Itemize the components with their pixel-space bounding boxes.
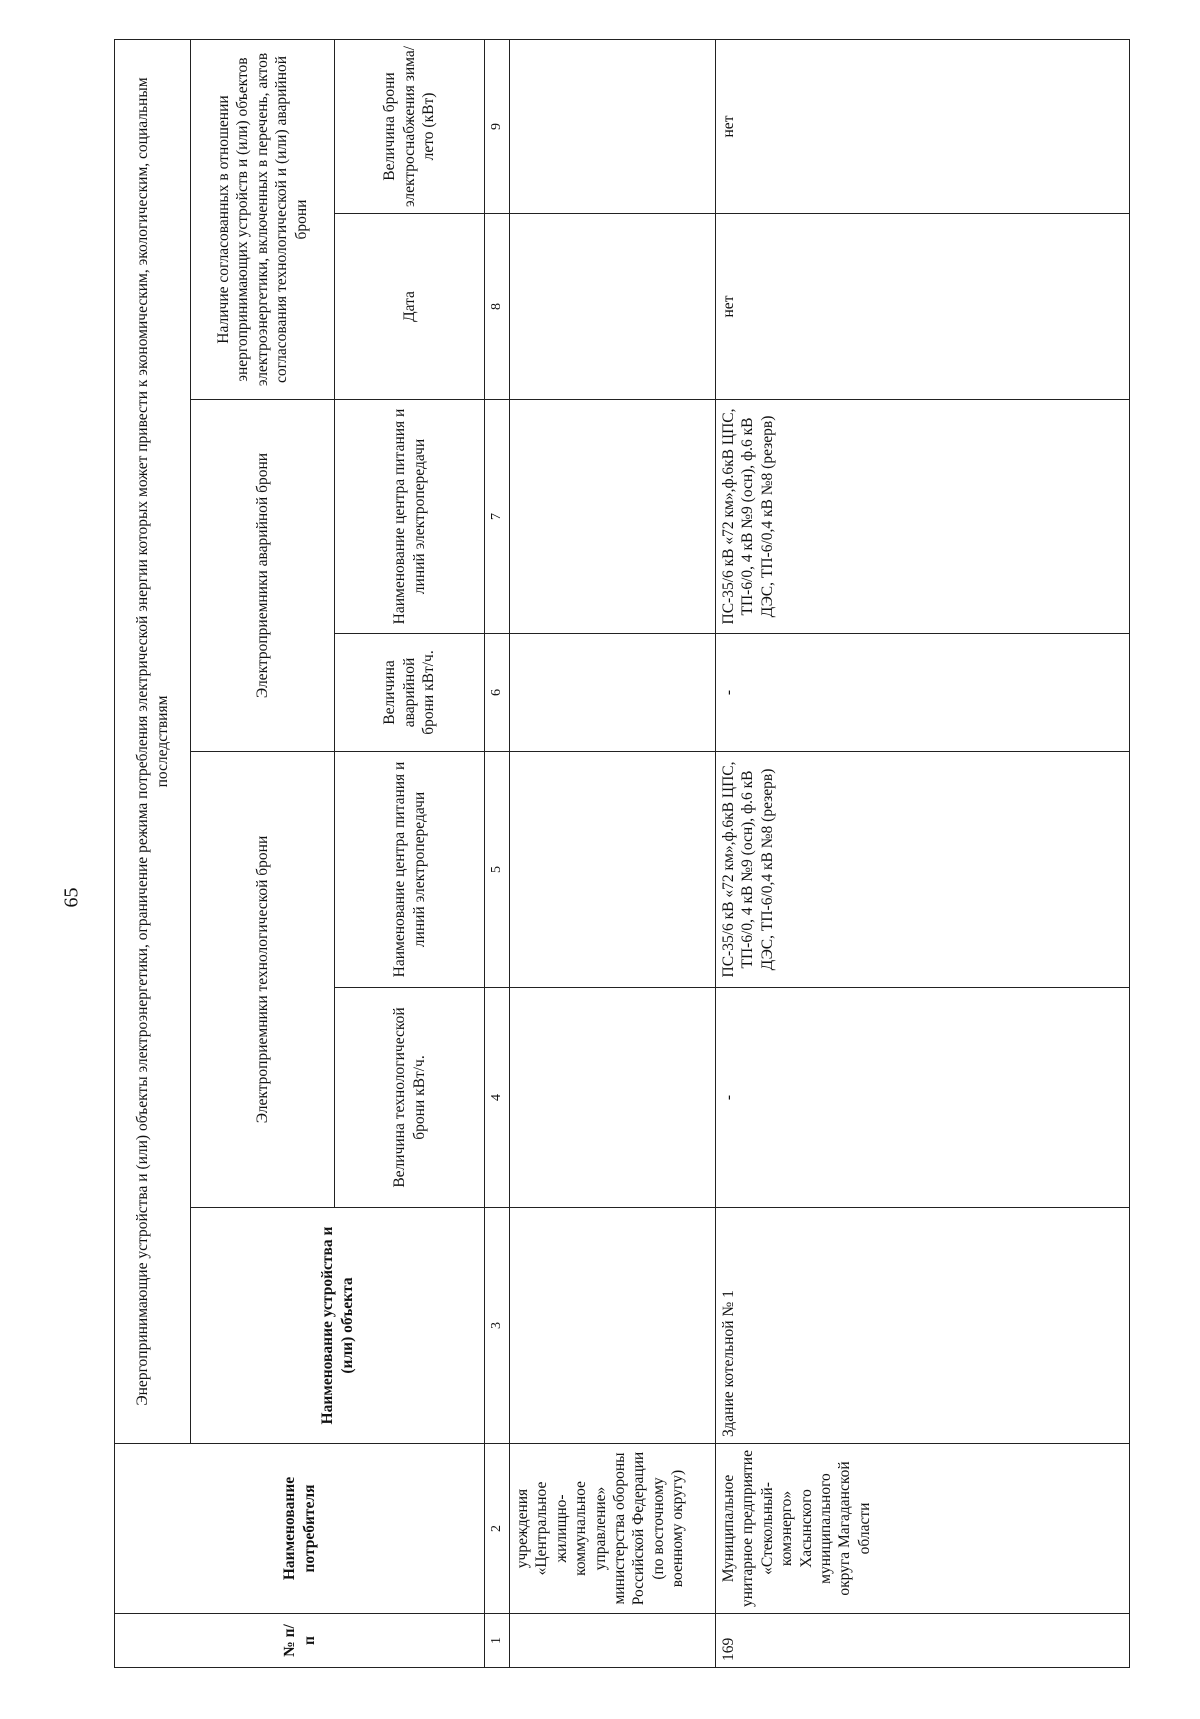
col-number: 7 — [485, 400, 510, 634]
row-date — [510, 214, 716, 400]
row-object: Здание котельной № 1 — [716, 1208, 1130, 1444]
col-number: 4 — [485, 988, 510, 1208]
row-object — [510, 1208, 716, 1444]
header-object: Наименование устройства и (или) объекта — [191, 1208, 485, 1444]
row-consumer: учреждения «Центральное жилищно-коммунальное управление» министерства обороны Российской Федерации (по восточному военному округу) — [510, 1444, 716, 1614]
row-emerg-feed: ПС-35/6 кВ «72 км»,ф.6кВ ЦПС, ТП-6/0, 4 кВ №9 (осн), ф.6 кВ ДЭС, ТП-6/0,4 кВ №8 (резерв) — [716, 400, 1130, 634]
row-number — [510, 1614, 716, 1668]
row-emerg-feed — [510, 400, 716, 634]
header-consumer: Наименование потребителя — [115, 1444, 485, 1614]
header-reserve: Величина брони электроснабжения зима/лето (кВт) — [335, 40, 485, 214]
header-date: Дата — [335, 214, 485, 400]
row-emerg-value: - — [716, 634, 1130, 752]
col-number: 8 — [485, 214, 510, 400]
row-emerg-value — [510, 634, 716, 752]
table-row — [510, 40, 716, 1668]
col-number: 9 — [485, 40, 510, 214]
row-tech-feed — [510, 752, 716, 988]
header-group-agreed: Наличие согласованных в отношении энергопринимающих устройств и (или) объектов электроэнергетики, включенных в перечень, актов согласования технологической и (или) аварийной брони — [191, 40, 335, 400]
row-tech-feed: ПС-35/6 кВ «72 км»,ф.6кВ ЦПС, ТП-6/0, 4 кВ №9 (осн), ф.6 кВ ДЭС, ТП-6/0,4 кВ №8 (резерв) — [716, 752, 1130, 988]
col-number: 6 — [485, 634, 510, 752]
header-number: № п/п — [115, 1614, 485, 1668]
row-tech-value — [510, 988, 716, 1208]
header-group-tech: Электроприемники технологической брони — [191, 752, 335, 1208]
row-tech-value: - — [716, 988, 1130, 1208]
row-consumer: Муниципальное унитарное предприятие «Стекольный-комэнерго» Хасынского муниципального округа Магаданской области — [716, 1444, 1130, 1614]
col-number: 2 — [485, 1444, 510, 1614]
row-reserve — [510, 40, 716, 214]
rotated-table-wrapper — [114, 40, 1130, 1668]
col-number: 5 — [485, 752, 510, 988]
reserve-table — [114, 39, 1130, 1668]
header-emerg-value: Величина аварийной брони кВт/ч. — [335, 634, 485, 752]
header-group-emerg: Электроприемники аварийной брони — [191, 400, 335, 752]
col-number: 3 — [485, 1208, 510, 1444]
header-group-main: Энергопринимающие устройства и (или) объекты электроэнергетики, ограничение режима потребления электрической энергии которых может привести к экономическим, экологическим, социальным последствиям — [115, 40, 191, 1444]
page-number: 65 — [60, 887, 83, 908]
row-number: 169 — [716, 1614, 1130, 1668]
row-date: нет — [716, 214, 1130, 400]
table-row — [716, 40, 1130, 1668]
header-emerg-feed: Наименование центра питания и линий электропередачи — [335, 400, 485, 634]
row-reserve: нет — [716, 40, 1130, 214]
header-tech-feed: Наименование центра питания и линий электропередачи — [335, 752, 485, 988]
header-tech-value: Величина технологической брони кВт/ч. — [335, 988, 485, 1208]
col-number: 1 — [485, 1614, 510, 1668]
